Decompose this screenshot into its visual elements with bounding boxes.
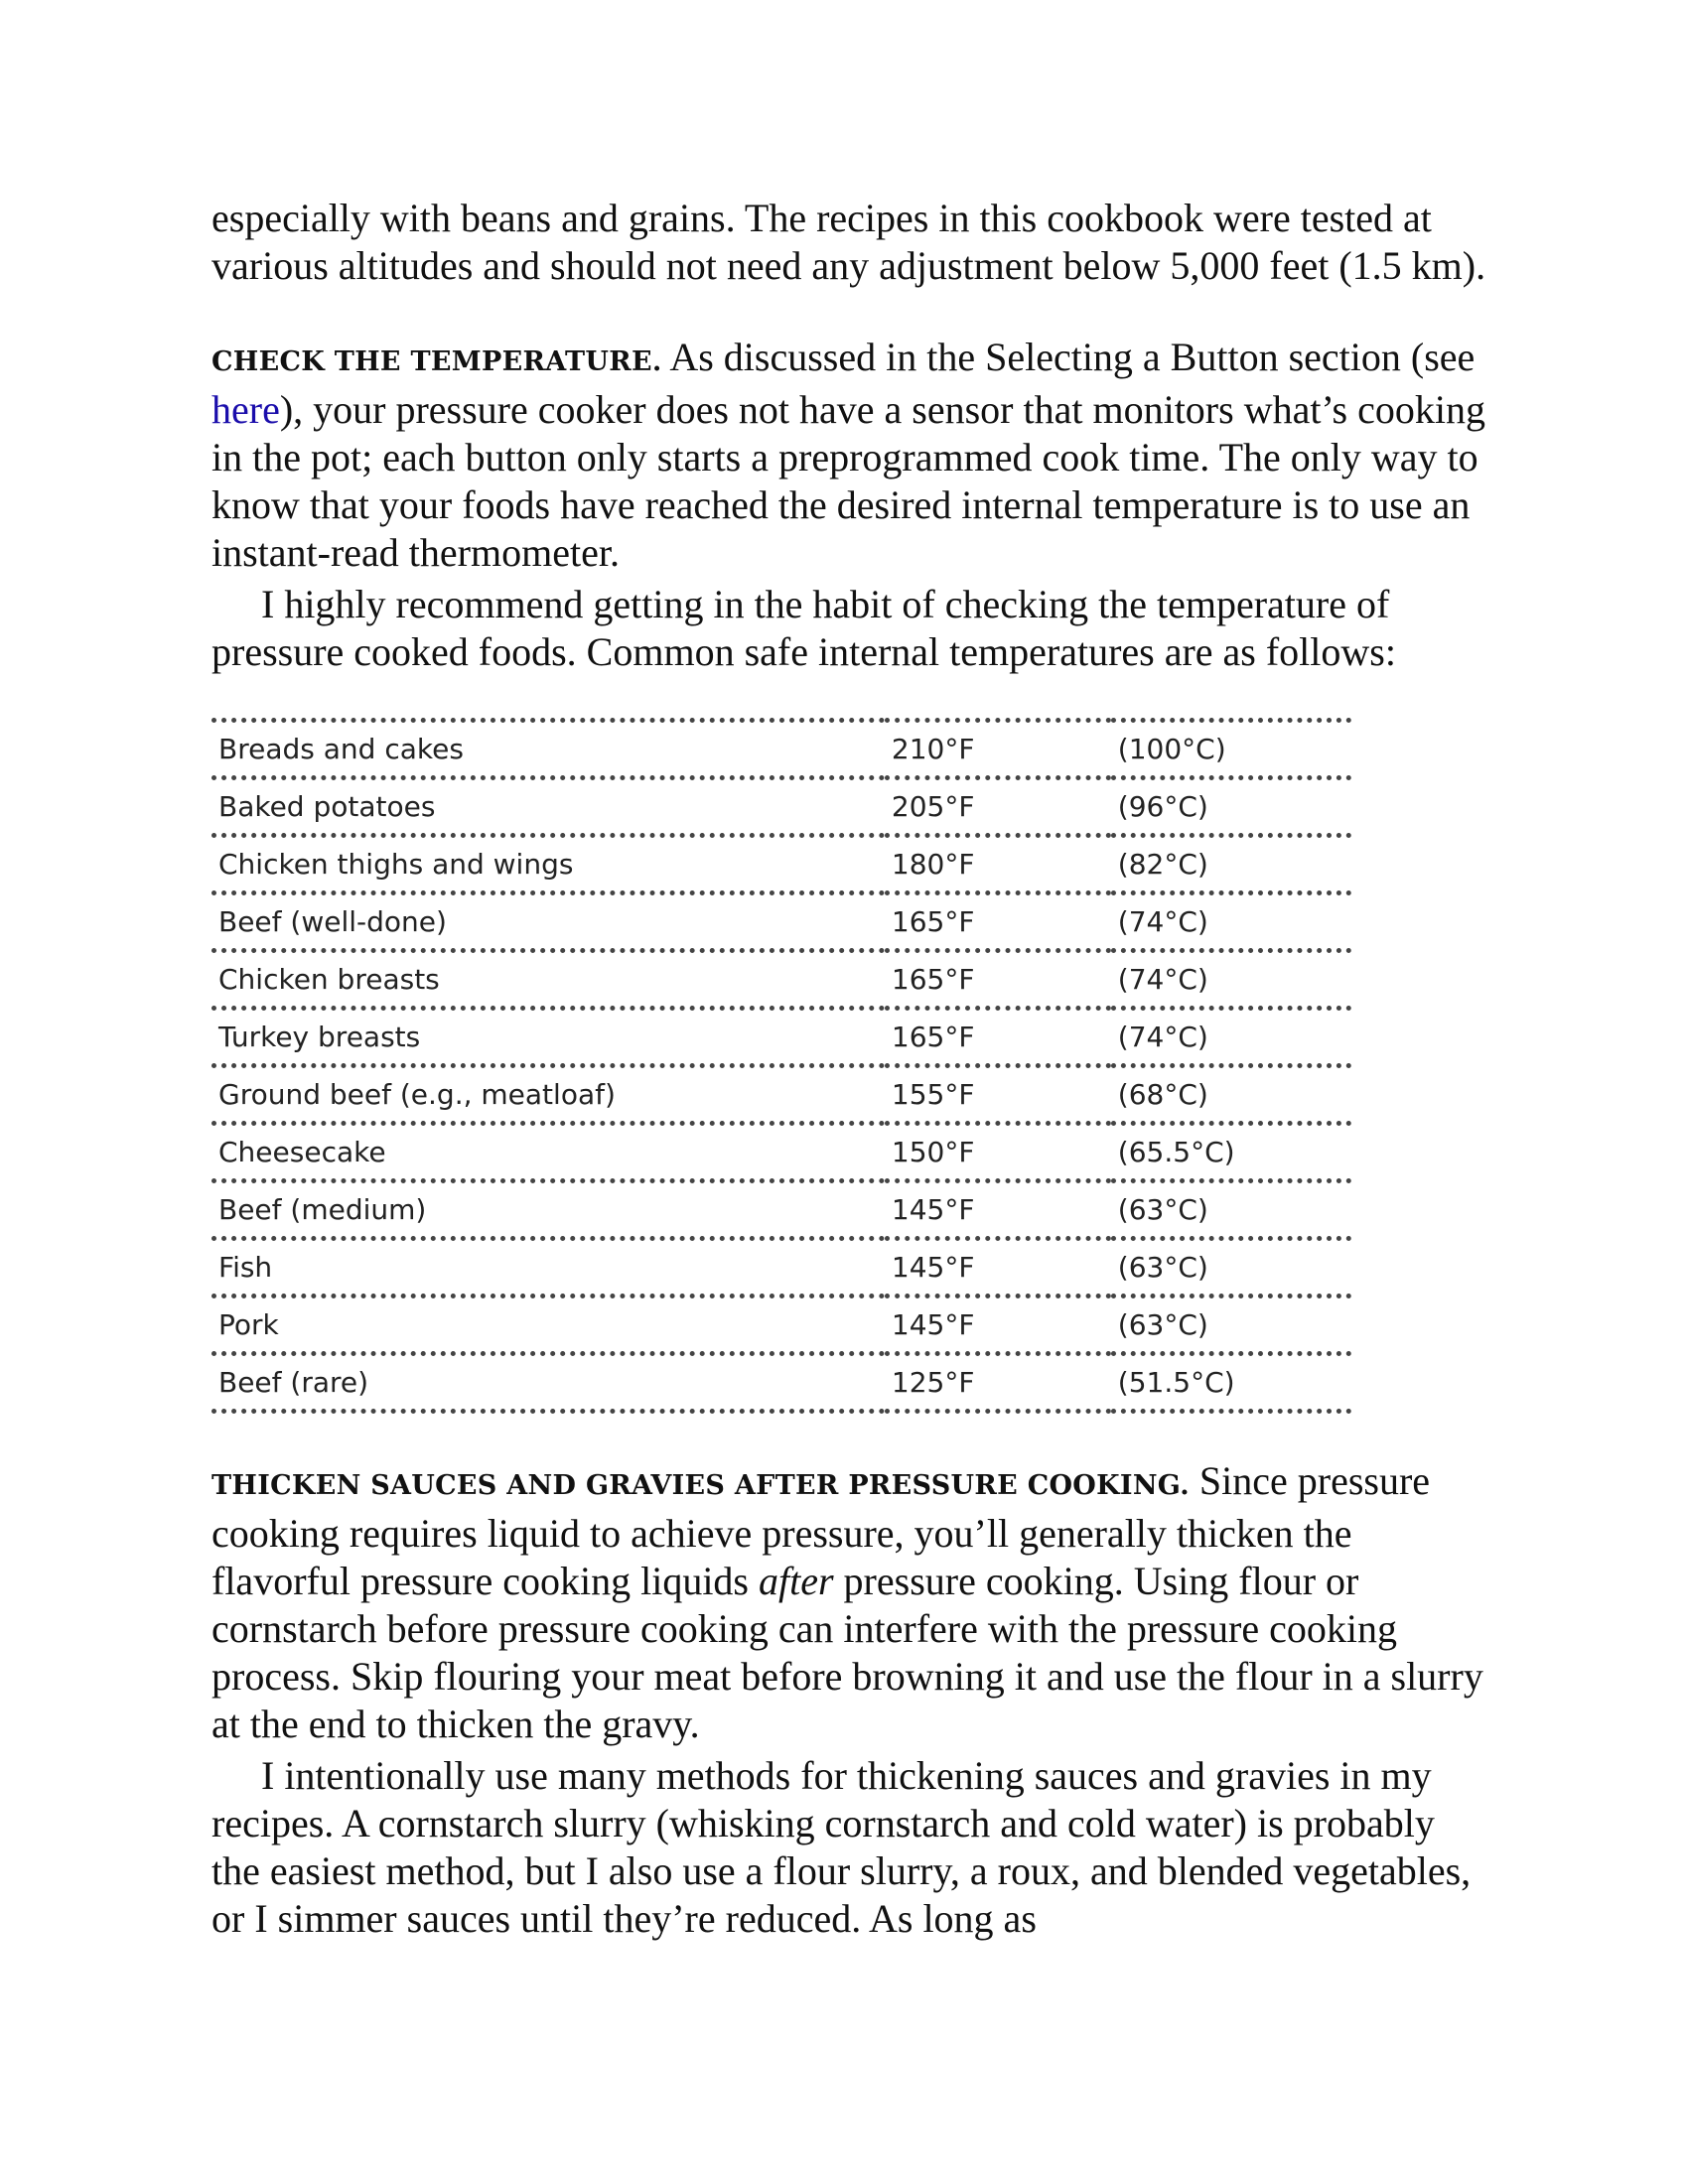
temperature-table-body [211,721,1351,1412]
food-cell: Chicken thighs and wings [211,836,885,893]
fahrenheit-cell: 125°F [885,1354,1111,1412]
fahrenheit-cell: 165°F [885,893,1111,951]
fahrenheit-cell: 155°F [885,1066,1111,1124]
page-content [211,195,1492,1943]
intro-paragraph: especially with beans and grains. The recipes in this cookbook were tested at various altitudes and should not need any adjustment below 5,000 feet (1.5 km). [211,196,1486,288]
thickening-methods-paragraph: I intentionally use many methods for thickening sauces and gravies in my recipes. A cornstarch slurry (whisking cornstarch and cold water) is probably the easiest method, but I also use a flour slurry, a roux, and blended vegetables, or I simmer sauces until they’re reduced. As long as [211,1753,1472,1941]
celsius-cell: (63°C) [1111,1239,1351,1297]
check-temperature-paragraph [211,334,1492,577]
fahrenheit-cell: 165°F [885,1009,1111,1066]
celsius-cell: (74°C) [1111,893,1351,951]
celsius-cell: (68°C) [1111,1066,1351,1124]
food-cell: Cheesecake [211,1124,885,1181]
here-link[interactable]: here [211,387,280,432]
food-cell: Chicken breasts [211,951,885,1009]
fahrenheit-cell: 180°F [885,836,1111,893]
thicken-text-1: Since pressure cooking requires liquid to achieve pressure, you’ll generally thicken the flavorful pressure cooking liquids [211,1458,1431,1603]
table-row [211,1066,1351,1124]
celsius-cell: (51.5°C) [1111,1354,1351,1412]
food-cell: Fish [211,1239,885,1297]
table-row [211,951,1351,1009]
food-cell: Beef (well-done) [211,893,885,951]
thicken-emphasis: after [759,1559,834,1603]
celsius-cell: (100°C) [1111,721,1351,778]
food-cell: Baked potatoes [211,778,885,836]
thicken-heading: THICKEN SAUCES AND GRAVIES AFTER PRESSURE COOKING. [211,1470,1190,1501]
fahrenheit-cell: 210°F [885,721,1111,778]
fahrenheit-cell: 145°F [885,1297,1111,1354]
table-row [211,893,1351,951]
table-row [211,1124,1351,1181]
food-cell: Pork [211,1297,885,1354]
table-row [211,1239,1351,1297]
temperature-table [211,718,1351,1414]
celsius-cell: (63°C) [1111,1181,1351,1239]
fahrenheit-cell: 150°F [885,1124,1111,1181]
celsius-cell: (63°C) [1111,1297,1351,1354]
fahrenheit-cell: 145°F [885,1181,1111,1239]
table-row [211,778,1351,836]
check-temperature-heading: CHECK THE TEMPERATURE. [211,346,662,377]
food-cell: Breads and cakes [211,721,885,778]
celsius-cell: (82°C) [1111,836,1351,893]
table-row [211,1297,1351,1354]
celsius-cell: (74°C) [1111,951,1351,1009]
table-row [211,1181,1351,1239]
table-row [211,1009,1351,1066]
celsius-cell: (65.5°C) [1111,1124,1351,1181]
thicken-text-2: pressure cooking. Using flour or cornstarch before pressure cooking can interfere with the pressure cooking process. Skip flouring your meat before browning it and use the flour in a slurry at the end to thicken the gravy. [211,1559,1483,1746]
food-cell: Beef (medium) [211,1181,885,1239]
thicken-paragraph [211,1457,1492,1748]
fahrenheit-cell: 205°F [885,778,1111,836]
food-cell: Ground beef (e.g., meatloaf) [211,1066,885,1124]
food-cell: Turkey breasts [211,1009,885,1066]
table-row [211,721,1351,778]
fahrenheit-cell: 165°F [885,951,1111,1009]
check-temperature-text-2: ), your pressure cooker does not have a sensor that monitors what’s cooking in the pot; each button only starts a preprogrammed cook time. The only way to know that your foods have reached the desired internal temperature is to use an instant-read thermometer. [211,387,1485,575]
check-temperature-text-1: As discussed in the Selecting a Button section (see [661,335,1476,379]
fahrenheit-cell: 145°F [885,1239,1111,1297]
celsius-cell: (74°C) [1111,1009,1351,1066]
table-row [211,836,1351,893]
table-row [211,1354,1351,1412]
temperature-intro-paragraph: I highly recommend getting in the habit of checking the temperature of pressure cooked foods. Common safe internal temperatures are as follows: [211,582,1396,674]
celsius-cell: (96°C) [1111,778,1351,836]
food-cell: Beef (rare) [211,1354,885,1412]
